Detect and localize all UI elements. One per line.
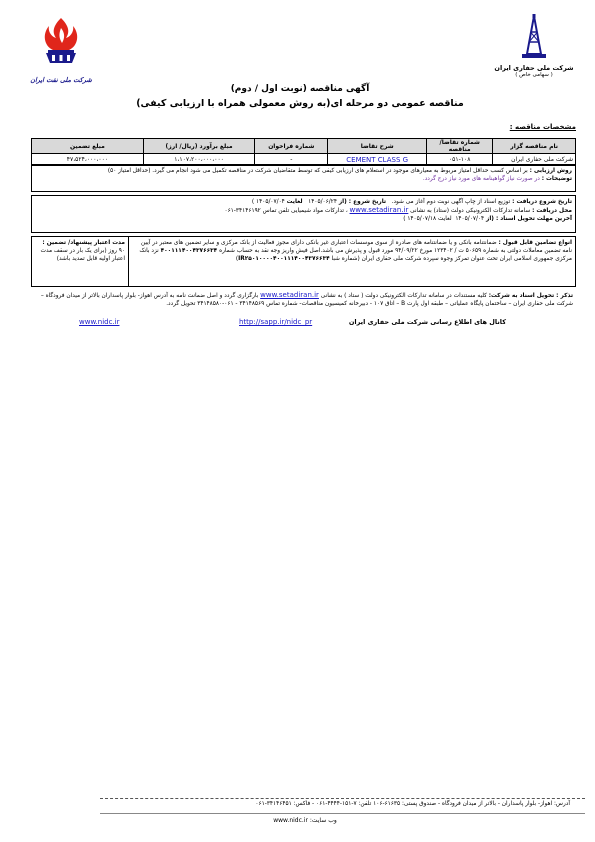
- header-description: شرح تقاضا: [328, 139, 427, 154]
- cell-tender-number: ۰۵۱-۱۰۸: [427, 154, 493, 166]
- delivery-text-2: بارگزاری گردد و اصل ضمانت نامه به آدرس اهواز- بلوار پاسداران بالاتر از میدان فرودگاه – شرکت ملی حفاری ایران – ساختمان پایگاه عملیاتی – طبقه اول پارت B – اتاق ۱۰۷ - دبیرخانه کمیسیون مناقصات- شماره تماس ۳۴۱۴۸۵۶۹ - ۰۶۱-۳۴۱۴۸۵۸۰ تحویل گردد.: [40, 293, 573, 307]
- receipt-start-label: تاریخ شروع دریافت :: [512, 199, 572, 205]
- nioc-logo: [30, 16, 92, 82]
- cell-call-number: -: [255, 154, 328, 166]
- delivery-setad-link[interactable]: www.setadiran.ir: [260, 291, 319, 299]
- footer-divider: [100, 798, 585, 799]
- tender-table: [31, 138, 576, 166]
- delivery-text: کلیه مستندات در سامانه تدارکات الکترونیکی دولت ( ستاد ) به نشانی: [320, 293, 487, 299]
- header-tender-number: شماره تقاضا/ مناقصه: [427, 139, 493, 154]
- receipt-section: تاریخ شروع دریافت : توزیع اسناد از چاپ آگهی نوبت دوم آغاز می شود. تاریخ شروع : (از ۱۴۰۵/۰۶/۲۴ لغایت ۱۴۰۵/۰۷/۰۴ ) محل دریافت : سامانه تدارکات الکترونیکی دولت (ستاد) به نشانی www.setadiran.ir ، تدارکات مواد شیمیایی تلفن تماس ۳۴۱۴۶۱۹۲-۰۶۱ آخرین مهلت تحویل اسناد : (از ۱۴۰۵/۰۷/۰۴ لغایت ۱۴۰۵/۰۷/۱۸ ): [31, 195, 576, 233]
- company-type: ( سهامی خاص ): [515, 72, 553, 78]
- start-date: ۱۴۰۵/۰۶/۲۴: [308, 199, 337, 205]
- header-guarantee: مبلغ تضمین: [32, 139, 144, 154]
- nidc-logo: [494, 14, 574, 84]
- notes-text: در صورت نیاز گواهینامه های مورد نیاز درج گردد.: [422, 176, 540, 182]
- nidc-website-link[interactable]: www.nidc.ir: [79, 318, 120, 326]
- specs-label: مشخصات مناقصه :: [509, 123, 576, 131]
- validity-label: مدت اعتبار پیشنهاد/ تضمین :: [42, 240, 125, 246]
- footer-divider-2: [100, 813, 585, 814]
- deadline-label: آخرین مهلت تحویل اسناد : (از: [485, 216, 572, 222]
- evaluation-label: روش ارزیابی :: [529, 168, 572, 174]
- guarantee-label: انواع تضامین قابل قبول :: [498, 240, 572, 246]
- validity-text: ۹۰ روز (برای یک بار در سقف مدت اعتبار اولیه قابل تمدید باشد): [40, 248, 125, 262]
- guarantee-text-2: نزد بانک مرکزی جمهوری اسلامی ایران تحت عنوان تمرکز وجوه سپرده شرکت ملی حفاری ایران (شماره شبا: [139, 248, 572, 262]
- footer-website: وب سایت: www.nidc.ir: [273, 817, 337, 824]
- cell-guarantee: ۴۷،۵۲۴،۰۰۰،۰۰۰: [32, 154, 144, 166]
- header-call-number: شماره فراخوان: [255, 139, 328, 154]
- receipt-place-text-2: ، تدارکات مواد شیمیایی تلفن تماس ۳۴۱۴۶۱۹۲-۰۶۱: [224, 208, 348, 214]
- footer-address: آدرس: اهواز- بلوار پاسداران - بالاتر از میدان فرودگاه - صندوق پستی: ۶۱۶۳۵-۱۰۶ تلفن: ۷-۱۵۱-۴۴۴۴-۰۶۱ - فاکس: ۳۴۱۴۶۴۵۱-۰۶۱: [255, 801, 570, 807]
- notice-subtitle: مناقصه عمومی دو مرحله ای(به روش معمولی همراه با ارزیابی کیفی): [136, 98, 464, 109]
- deadline-until-label: لغایت: [437, 216, 452, 222]
- guarantee-text: ضمانتنامه بانکی و یا ضمانتنامه های صادره از سوی موسسات اعتباری غیر بانکی دارای مجوز فعالیت از بانک مرکزی و سایر تضمین های معتبر در آیین نامه تضمین معاملات دولتی به شماره ۵۰۶۵۹ ت / ۱۲۳۴۰۲ مورخ ۹۴/۰۹/۲۲ مورد قبول و پذیرش می باشد.اصل فیش واریز وجه نقد به حساب شماره: [140, 240, 572, 254]
- delivery-label: تذکر : تحویل اسناد به شرکت:: [488, 293, 573, 299]
- until-label: لغایت: [286, 199, 303, 205]
- evaluation-section: [31, 164, 576, 192]
- receipt-start-text: توزیع اسناد از چاپ آگهی نوبت دوم آغاز می شود.: [391, 199, 511, 205]
- company-name: شرکت ملی حفاری ایران: [494, 64, 574, 72]
- start-date-label: تاریخ شروع : (از: [338, 199, 387, 205]
- deadline-until: ۱۴۰۵/۰۷/۱۸: [407, 216, 437, 222]
- receipt-place-label: محل دریافت :: [532, 208, 572, 214]
- drilling-rig-icon: [514, 14, 554, 60]
- header-estimate: مبلغ برآورد (ریال/ ارز): [143, 139, 255, 154]
- table-header-row: [32, 139, 576, 154]
- cell-description: CEMENT CLASS G: [328, 154, 427, 166]
- iban: IR۲۵۰۱۰۰۰۰۴۰۰۱۱۱۴۰۰۴۳۷۶۶۳۴: [238, 256, 330, 262]
- delivery-section: [31, 289, 576, 313]
- until-date: ۱۴۰۵/۰۷/۰۴: [255, 199, 285, 205]
- account-number: ۴۰۰۱۱۱۴۰۰۴۳۷۶۶۳۴: [160, 248, 218, 254]
- header-tenderer: نام مناقصه گزار: [493, 139, 576, 154]
- channels-label: کانال های اطلاع رسانی شرکت ملی حفاری ایران: [348, 318, 506, 326]
- deadline-from: ۱۴۰۵/۰۷/۰۴: [455, 216, 485, 222]
- evaluation-text: بر اساس کسب حداقل امتیاز مربوط به معیارهای موجود در استعلام های ارزیابی کیفی که توسط متقاضیان شرکت در مناقصه تکمیل می شود انجام می گیرد. (حداقل امتیاز ۵۰): [107, 168, 528, 174]
- setad-link[interactable]: www.setadiran.ir: [349, 206, 409, 214]
- notice-title: آگهی مناقصه (نوبت اول / دوم): [230, 84, 370, 94]
- nioc-caption: شرکت ملی نفت ایران: [30, 76, 92, 84]
- notes-label: توضیحات :: [541, 176, 572, 182]
- cell-estimate: ۱،۱۰۷،۲۰۰،۰۰۰،۰۰۰: [143, 154, 255, 166]
- nioc-flame-icon: [36, 16, 86, 72]
- sapp-channel-link[interactable]: http://sapp.ir/nidc_pr: [239, 318, 313, 326]
- channels-row: [31, 318, 576, 330]
- cell-tenderer: شرکت ملی حفاری ایران: [493, 154, 576, 166]
- guarantee-section: انواع تضامین قابل قبول : ضمانتنامه بانکی و یا ضمانتنامه های صادره از سوی موسسات اعتباری غیر بانکی دارای مجوز فعالیت از بانک مرکزی و سایر تضمین های معتبر در آیین نامه تضمین معاملات دولتی به شماره ۵۰۶۵۹ ت / ۱۲۳۴۰۲ مورخ ۹۴/۰۹/۲۲ مورد قبول و پذیرش می باشد.اصل فیش واریز وجه نقد به حساب شماره ۴۰۰۱۱۱۴۰۰۴۳۷۶۶۳۴ نزد بانک مرکزی جمهوری اسلامی ایران تحت عنوان تمرکز وجوه سپرده شرکت ملی حفاری ایران (شماره شبا IR۲۵۰۱۰۰۰۰۴۰۰۱۱۱۴۰۰۴۳۷۶۶۳۴) مدت اعتبار پیشنهاد/ تضمین : ۹۰ روز (برای یک بار در سقف مدت اعتبار اولیه قابل تمدید باشد): [31, 236, 576, 287]
- receipt-place-text: سامانه تدارکات الکترونیکی دولت (ستاد) به نشانی: [410, 208, 531, 214]
